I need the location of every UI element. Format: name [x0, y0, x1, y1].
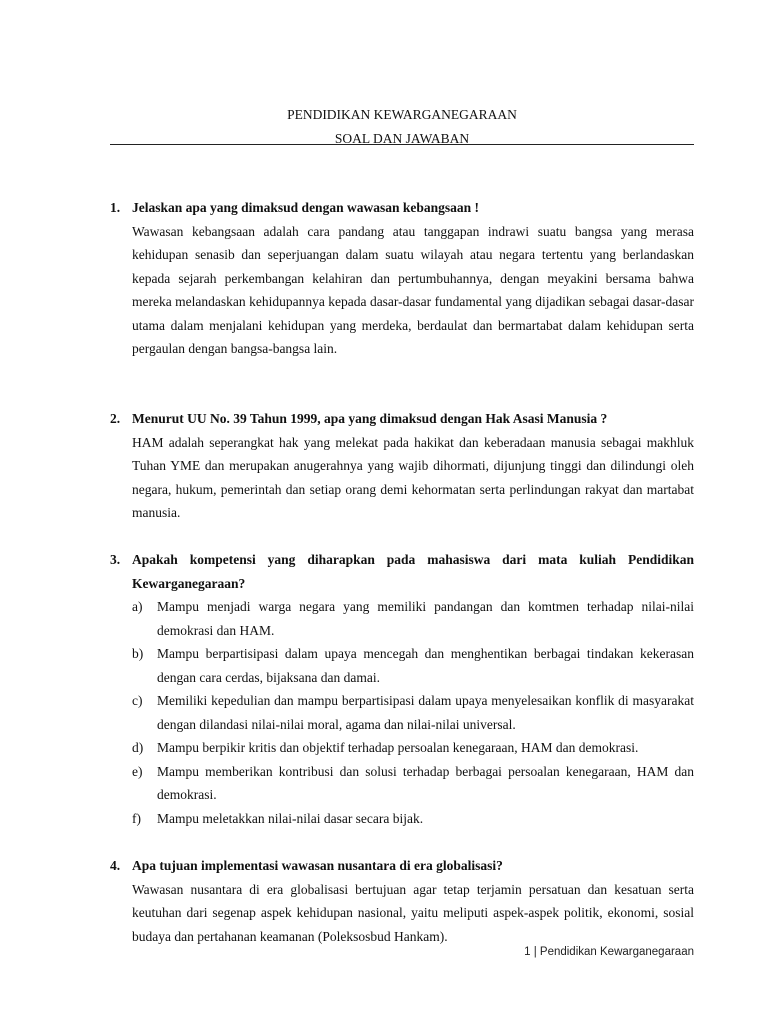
list-item [132, 595, 694, 642]
page-footer: 1 | Pendidikan Kewarganegaraan [524, 946, 694, 958]
list-item [132, 736, 694, 760]
list-item-text: Memiliki kepedulian dan mampu berpartisipasi dalam upaya menyelesaikan konflik di masyarakat dengan dilandasi nilai-nilai moral, agama dan nilai-nilai universal. [157, 693, 694, 732]
question-number: 2. [110, 411, 121, 426]
list-item-label: b) [132, 646, 144, 661]
question-number: 4. [110, 858, 121, 873]
question-2 [110, 407, 694, 525]
list-item [132, 760, 694, 807]
question-text: Apakah kompetensi yang diharapkan pada mahasiswa dari mata kuliah Pendidikan Kewarganegaraan? [132, 552, 694, 591]
question-number: 1. [110, 200, 121, 215]
list-item [132, 689, 694, 736]
list-item-label: a) [132, 599, 143, 614]
list-item-text: Mampu berpikir kritis dan objektif terhadap persoalan kenegaraan, HAM dan demokrasi. [157, 740, 639, 755]
list-item [132, 807, 694, 831]
list-item [132, 642, 694, 689]
list-item-text: Mampu meletakkan nilai-nilai dasar secara bijak. [157, 810, 424, 826]
document-title: PENDIDIKAN KEWARGANEGARAAN [287, 107, 517, 122]
question-text: Menurut UU No. 39 Tahun 1999, apa yang dimaksud dengan Hak Asasi Manusia ? [132, 411, 608, 426]
list-item-text: Mampu memberikan kontribusi dan solusi terhadap berbagai persoalan kenegaraan, HAM dan demokrasi. [157, 763, 694, 802]
list-item-text: Mampu berpartisipasi dalam upaya mencegah dan menghentikan berbagai tindakan kekerasan dengan cara cerdas, bijaksana dan damai. [157, 646, 694, 685]
question-3 [110, 548, 694, 830]
list-item-label: f) [132, 810, 141, 826]
list-item-label: c) [132, 693, 143, 708]
answer-text: Wawasan kebangsaan adalah cara pandang atau tanggapan indrawi suatu bangsa yang merasa kehidupan senasib dan seperjuangan dalam suatu wilayah atau negara tertentu yang berlandaskan kepada sejarah perkembangan kelahiran dan pertumbuhannya, dengan meyakini bersama bahwa mereka melandaskan kehidupannya kepada dasar-dasar fundamental yang dijadikan sebagai dasar-dasar utama dalam menjalani kehidupan yang merdeka, berdaulat dan bermartabat dalam kehidupan serta pergaulan dengan bangsa-bangsa lain. [132, 223, 694, 356]
list-item-label: d) [132, 740, 144, 755]
question-4 [110, 854, 694, 948]
question-text: Jelaskan apa yang dimaksud dengan wawasan kebangsaan ! [132, 200, 479, 215]
question-number: 3. [110, 552, 121, 567]
list-item-text: Mampu menjadi warga negara yang memiliki pandangan dan komtmen terhadap nilai-nilai demokrasi dan HAM. [157, 599, 694, 638]
header-divider [110, 144, 694, 145]
document-subtitle: SOAL DAN JAWABAN [334, 131, 470, 146]
answer-text: Wawasan nusantara di era globalisasi bertujuan agar tetap terjamin persatuan dan kesatuan serta keutuhan dari segenap aspek kehidupan nasional, yaitu meliputi aspek-aspek politik, ekonomi, sosial budaya dan pertahanan keamanan (Poleksosbud Hankam). [132, 881, 694, 944]
question-text: Apa tujuan implementasi wawasan nusantara di era globalisasi? [132, 858, 503, 873]
answer-text: HAM adalah seperangkat hak yang melekat pada hakikat dan keberadaan manusia sebagai makhluk Tuhan YME dan merupakan anugerahnya yang wajib dihormati, dijunjung tinggi dan dilindungi oleh negara, hukum, pemerintah dan setiap orang demi kehormatan serta perlindungan rakyat dan martabat manusia. [132, 434, 694, 520]
list-item-label: e) [132, 763, 143, 779]
question-1 [110, 196, 694, 361]
